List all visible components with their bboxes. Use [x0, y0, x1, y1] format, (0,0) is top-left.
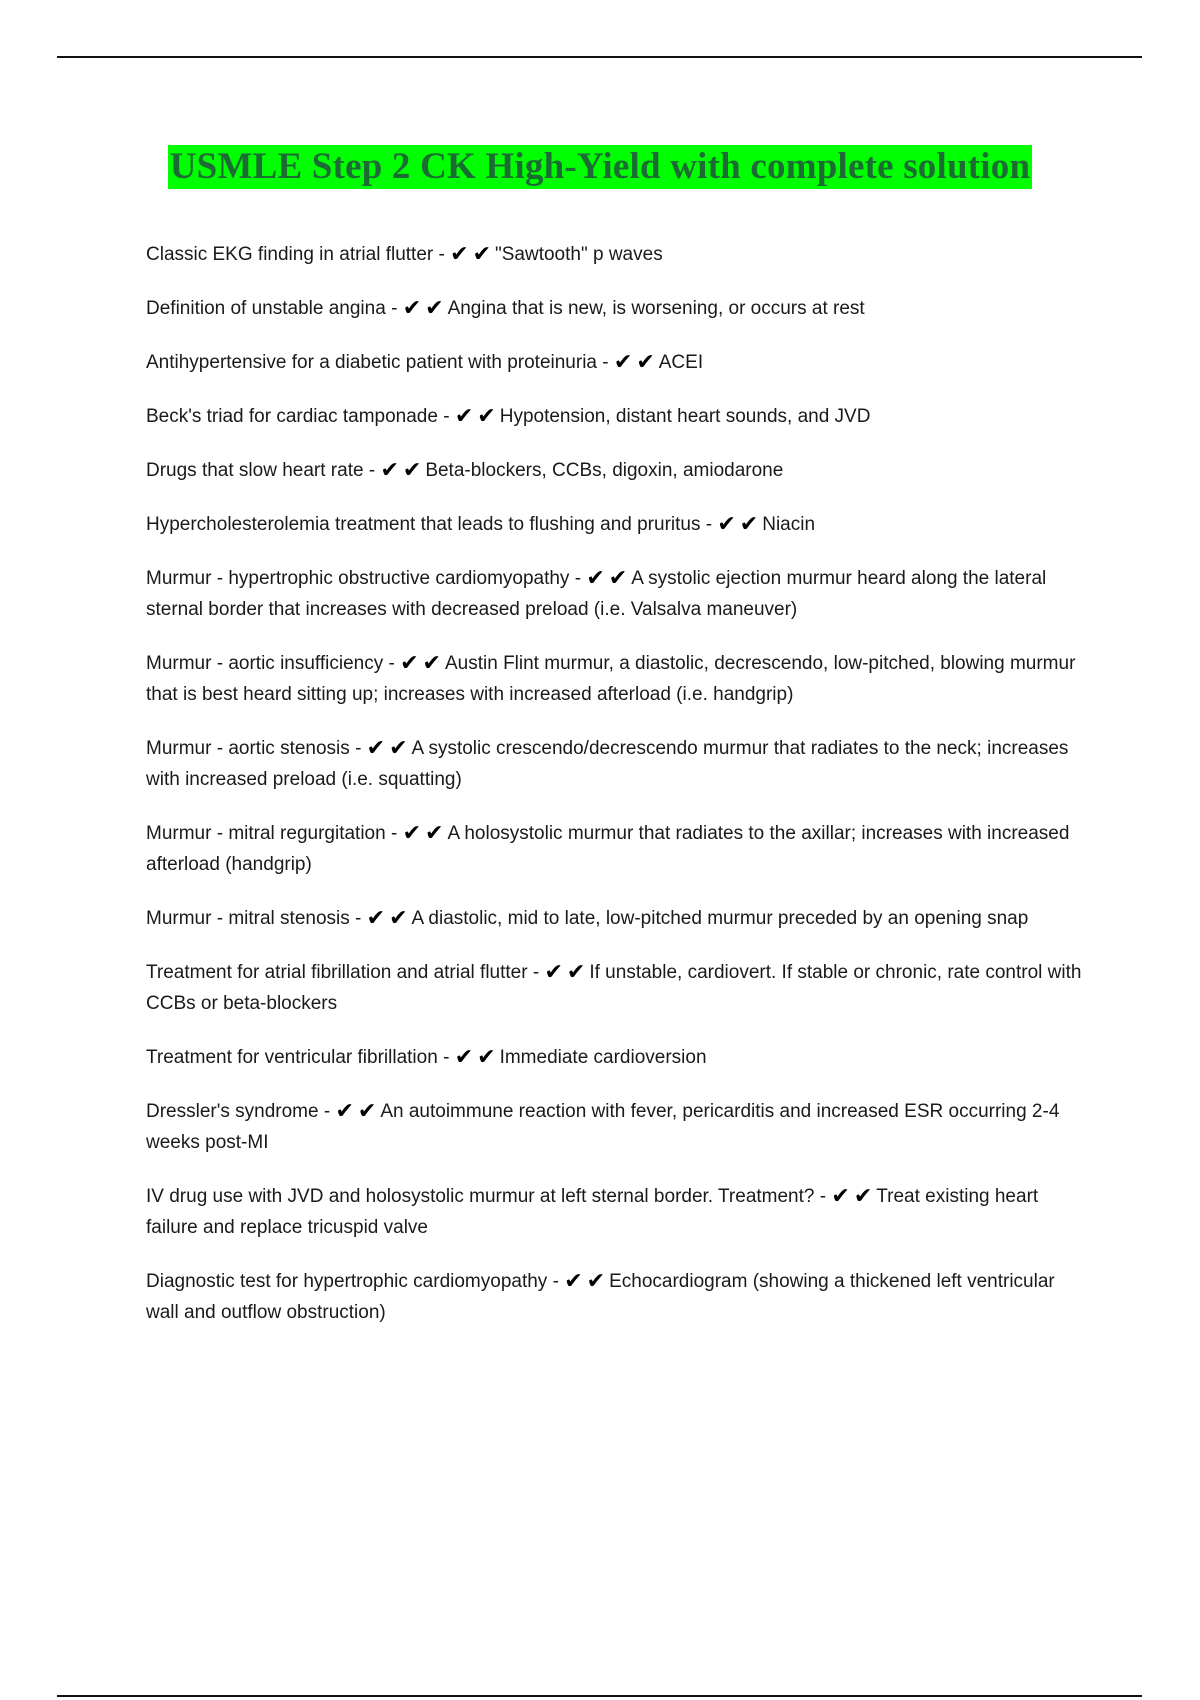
question-text: Murmur - mitral regurgitation	[146, 823, 386, 844]
answer-text: Beta-blockers, CCBs, digoxin, amiodarone	[425, 460, 784, 481]
separator: -	[443, 1047, 450, 1068]
checkmark-icon: ✔	[380, 458, 399, 483]
answer-text: "Sawtooth" p waves	[495, 244, 663, 265]
question-text: Treatment for ventricular fibrillation	[146, 1047, 438, 1068]
question-text: Murmur - mitral stenosis	[146, 908, 350, 929]
question-text: Murmur - aortic stenosis	[146, 738, 350, 759]
checkmark-icon: ✔	[636, 350, 655, 375]
checkmark-icon: ✔	[400, 651, 419, 676]
separator: -	[602, 352, 609, 373]
question-text: IV drug use with JVD and holosystolic murmur at left sternal border. Treatment?	[146, 1186, 815, 1207]
checkmark-icon: ✔	[564, 1269, 583, 1294]
checkmark-icon: ✔	[422, 651, 441, 676]
checkmark-icon: ✔	[472, 242, 491, 267]
qa-item	[146, 1096, 1086, 1158]
question-text: Hypercholesterolemia treatment that leads to flushing and pruritus	[146, 514, 701, 535]
answer-text: Angina that is new, is worsening, or occurs at rest	[447, 298, 865, 319]
separator: -	[355, 738, 362, 759]
qa-item	[146, 455, 1086, 486]
question-text: Beck's triad for cardiac tamponade	[146, 406, 438, 427]
checkmark-icon: ✔	[586, 566, 605, 591]
separator: -	[574, 568, 582, 589]
checkmark-icon: ✔	[450, 242, 469, 267]
checkmark-icon: ✔	[425, 821, 444, 846]
title-container	[0, 145, 1200, 189]
qa-item	[146, 818, 1086, 880]
answer-text: Immediate cardioversion	[499, 1047, 707, 1068]
checkmark-icon: ✔	[389, 906, 408, 931]
answer-text: An autoimmune reaction with fever, pericarditis and increased ESR occurring 2-4 weeks post-MI	[146, 1101, 1060, 1153]
separator: -	[819, 1186, 827, 1207]
qa-item	[146, 957, 1086, 1019]
separator: -	[323, 1101, 331, 1122]
checkmark-icon: ✔	[335, 1099, 354, 1124]
checkmark-icon: ✔	[608, 566, 628, 591]
separator: -	[705, 514, 713, 535]
question-text: Diagnostic test for hypertrophic cardiomyopathy	[146, 1271, 548, 1292]
checkmark-icon: ✔	[402, 458, 422, 483]
separator: -	[391, 298, 398, 319]
answer-text: ACEI	[658, 352, 704, 373]
checkmark-icon: ✔	[402, 821, 421, 846]
qa-item	[146, 1181, 1086, 1243]
top-divider	[57, 56, 1142, 58]
checkmark-icon: ✔	[477, 1045, 496, 1070]
separator: -	[443, 406, 450, 427]
checkmark-icon: ✔	[389, 736, 408, 761]
question-text: Treatment for atrial fibrillation and atrial flutter	[146, 962, 528, 983]
checkmark-icon: ✔	[853, 1184, 873, 1209]
checkmark-icon: ✔	[717, 512, 736, 537]
answer-text: A holosystolic murmur that radiates to the axillar; increases with increased afterload (handgrip)	[146, 823, 1070, 875]
checkmark-icon: ✔	[366, 736, 386, 761]
qa-item	[146, 903, 1086, 934]
checkmark-icon: ✔	[454, 1045, 474, 1070]
question-text: Drugs that slow heart rate	[146, 460, 364, 481]
question-text: Murmur - aortic insufficiency	[146, 653, 384, 674]
answer-text: Austin Flint murmur, a diastolic, decrescendo, low-pitched, blowing murmur that is best heard sitting up; increases with increased afterload (i.e. handgrip)	[146, 653, 1076, 705]
qa-item	[146, 509, 1086, 540]
qa-item	[146, 239, 1086, 270]
separator: -	[532, 962, 540, 983]
question-text: Classic EKG finding in atrial flutter	[146, 244, 434, 265]
bottom-divider	[57, 1695, 1142, 1697]
answer-text: A systolic ejection murmur heard along the lateral sternal border that increases with decreased preload (i.e. Valsalva maneuver)	[146, 568, 1047, 620]
question-text: Antihypertensive for a diabetic patient with proteinuria	[146, 352, 597, 373]
checkmark-icon: ✔	[402, 296, 422, 321]
qa-item	[146, 648, 1086, 710]
qa-item	[146, 1042, 1086, 1073]
checkmark-icon: ✔	[739, 512, 759, 537]
answer-text: Echocardiogram (showing a thickened left ventricular wall and outflow obstruction)	[146, 1271, 1055, 1323]
answer-text: Niacin	[762, 514, 816, 535]
answer-text: Hypotension, distant heart sounds, and JVD	[499, 406, 871, 427]
checkmark-icon: ✔	[613, 350, 633, 375]
document-title: USMLE Step 2 CK High-Yield with complete solution	[169, 146, 1031, 187]
checkmark-icon: ✔	[366, 906, 386, 931]
qa-item	[146, 347, 1086, 378]
answer-text: A diastolic, mid to late, low-pitched murmur preceded by an opening snap	[411, 908, 1029, 929]
question-text: Dressler's syndrome	[146, 1101, 319, 1122]
qa-item	[146, 1266, 1086, 1328]
checkmark-icon: ✔	[831, 1184, 850, 1209]
qa-item	[146, 733, 1086, 795]
checkmark-icon: ✔	[454, 404, 474, 429]
answer-text: If unstable, cardiovert. If stable or chronic, rate control with CCBs or beta-blockers	[146, 962, 1082, 1014]
separator: -	[355, 908, 362, 929]
separator: -	[368, 460, 376, 481]
question-text: Definition of unstable angina	[146, 298, 386, 319]
separator: -	[552, 1271, 559, 1292]
answer-text: Treat existing heart failure and replace tricuspid valve	[146, 1186, 1039, 1238]
checkmark-icon: ✔	[357, 1099, 377, 1124]
separator: -	[438, 244, 445, 265]
separator: -	[390, 823, 398, 844]
qa-list	[146, 239, 1086, 1351]
checkmark-icon: ✔	[586, 1269, 606, 1294]
separator: -	[388, 653, 395, 674]
qa-item	[146, 293, 1086, 324]
answer-text: A systolic crescendo/decrescendo murmur that radiates to the neck; increases with increased preload (i.e. squatting)	[146, 738, 1069, 790]
checkmark-icon: ✔	[425, 296, 444, 321]
qa-item	[146, 563, 1086, 625]
checkmark-icon: ✔	[566, 960, 586, 985]
qa-item	[146, 401, 1086, 432]
checkmark-icon: ✔	[477, 404, 496, 429]
checkmark-icon: ✔	[544, 960, 563, 985]
question-text: Murmur - hypertrophic obstructive cardiomyopathy	[146, 568, 570, 589]
